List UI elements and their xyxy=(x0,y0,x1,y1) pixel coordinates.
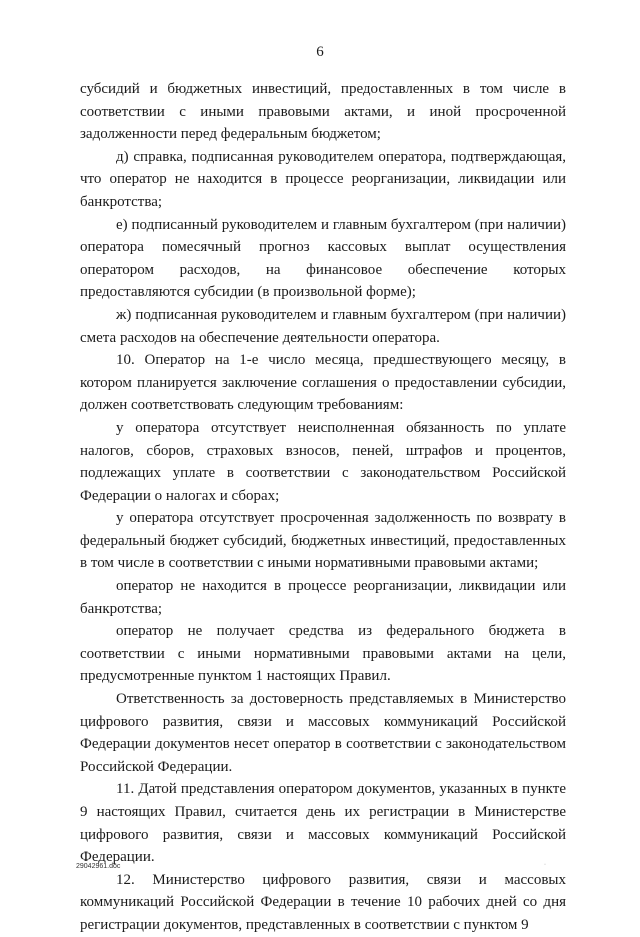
paragraph: 11. Датой представления оператором документов, указанных в пункте 9 настоящих Правил, считается день их регистрации в Министерстве цифрового развития, связи и массовых коммуникаций Российской Федерации. xyxy=(80,781,566,866)
footer-document-code: 29042961.doc xyxy=(76,863,121,870)
paragraph: оператор не находится в процессе реорганизации, ликвидации или банкротства; xyxy=(80,578,566,617)
paragraph: субсидий и бюджетных инвестиций, предоставленных в том числе в соответствии с иными правовыми актами, и иной просроченной задолженности перед федеральным бюджетом; xyxy=(80,81,566,143)
paragraph: оператор не получает средства из федерального бюджета в соответствии с иными нормативными правовыми актами на цели, предусмотренные пунктом 1 настоящих Правил. xyxy=(80,623,566,685)
paragraph: ж) подписанная руководителем и главным бухгалтером (при наличии) смета расходов на обеспечение деятельности оператора. xyxy=(80,306,566,346)
paragraph: 12. Министерство цифрового развития, связи и массовых коммуникаций Российской Федерации в течение 10 рабочих дней со дня регистрации документов, представленных в соответствии с пунктом 9 xyxy=(80,871,566,933)
paragraph: у оператора отсутствует неисполненная обязанность по уплате налогов, сборов, страховых взносов, пеней, штрафов и процентов, подлежащих уплате в соответствии с законодательством Российской Федерации о налогах и сборах; xyxy=(80,419,566,504)
paragraph: у оператора отсутствует просроченная задолженность по возврату в федеральный бюджет субсидий, бюджетных инвестиций, предоставленных в том числе в соответствии с иными нормативными правовыми актами; xyxy=(80,510,566,572)
document-body xyxy=(80,78,566,937)
page-number: 6 xyxy=(316,44,324,60)
paragraph: 10. Оператор на 1-е число месяца, предшествующего месяцу, в котором планируется заключение соглашения о предоставлении субсидии, должен соответствовать следующим требованиям: xyxy=(80,352,566,414)
paragraph: Ответственность за достоверность представляемых в Министерство цифрового развития, связи и массовых коммуникаций Российской Федерации документов несет оператор в соответствии с законодательством Российской Федерации. xyxy=(80,691,566,775)
paragraph: е) подписанный руководителем и главным бухгалтером (при наличии) оператора помесячный прогноз кассовых выплат осуществления оператором расходов, на финансовое обеспечение которых предоставляются субсидии (в произвольной форме); xyxy=(80,216,566,301)
paragraph: д) справка, подписанная руководителем оператора, подтверждающая, что оператор не находится в процессе реорганизации, ликвидации или банкротства; xyxy=(80,148,566,210)
footer-mark: · xyxy=(544,862,546,868)
